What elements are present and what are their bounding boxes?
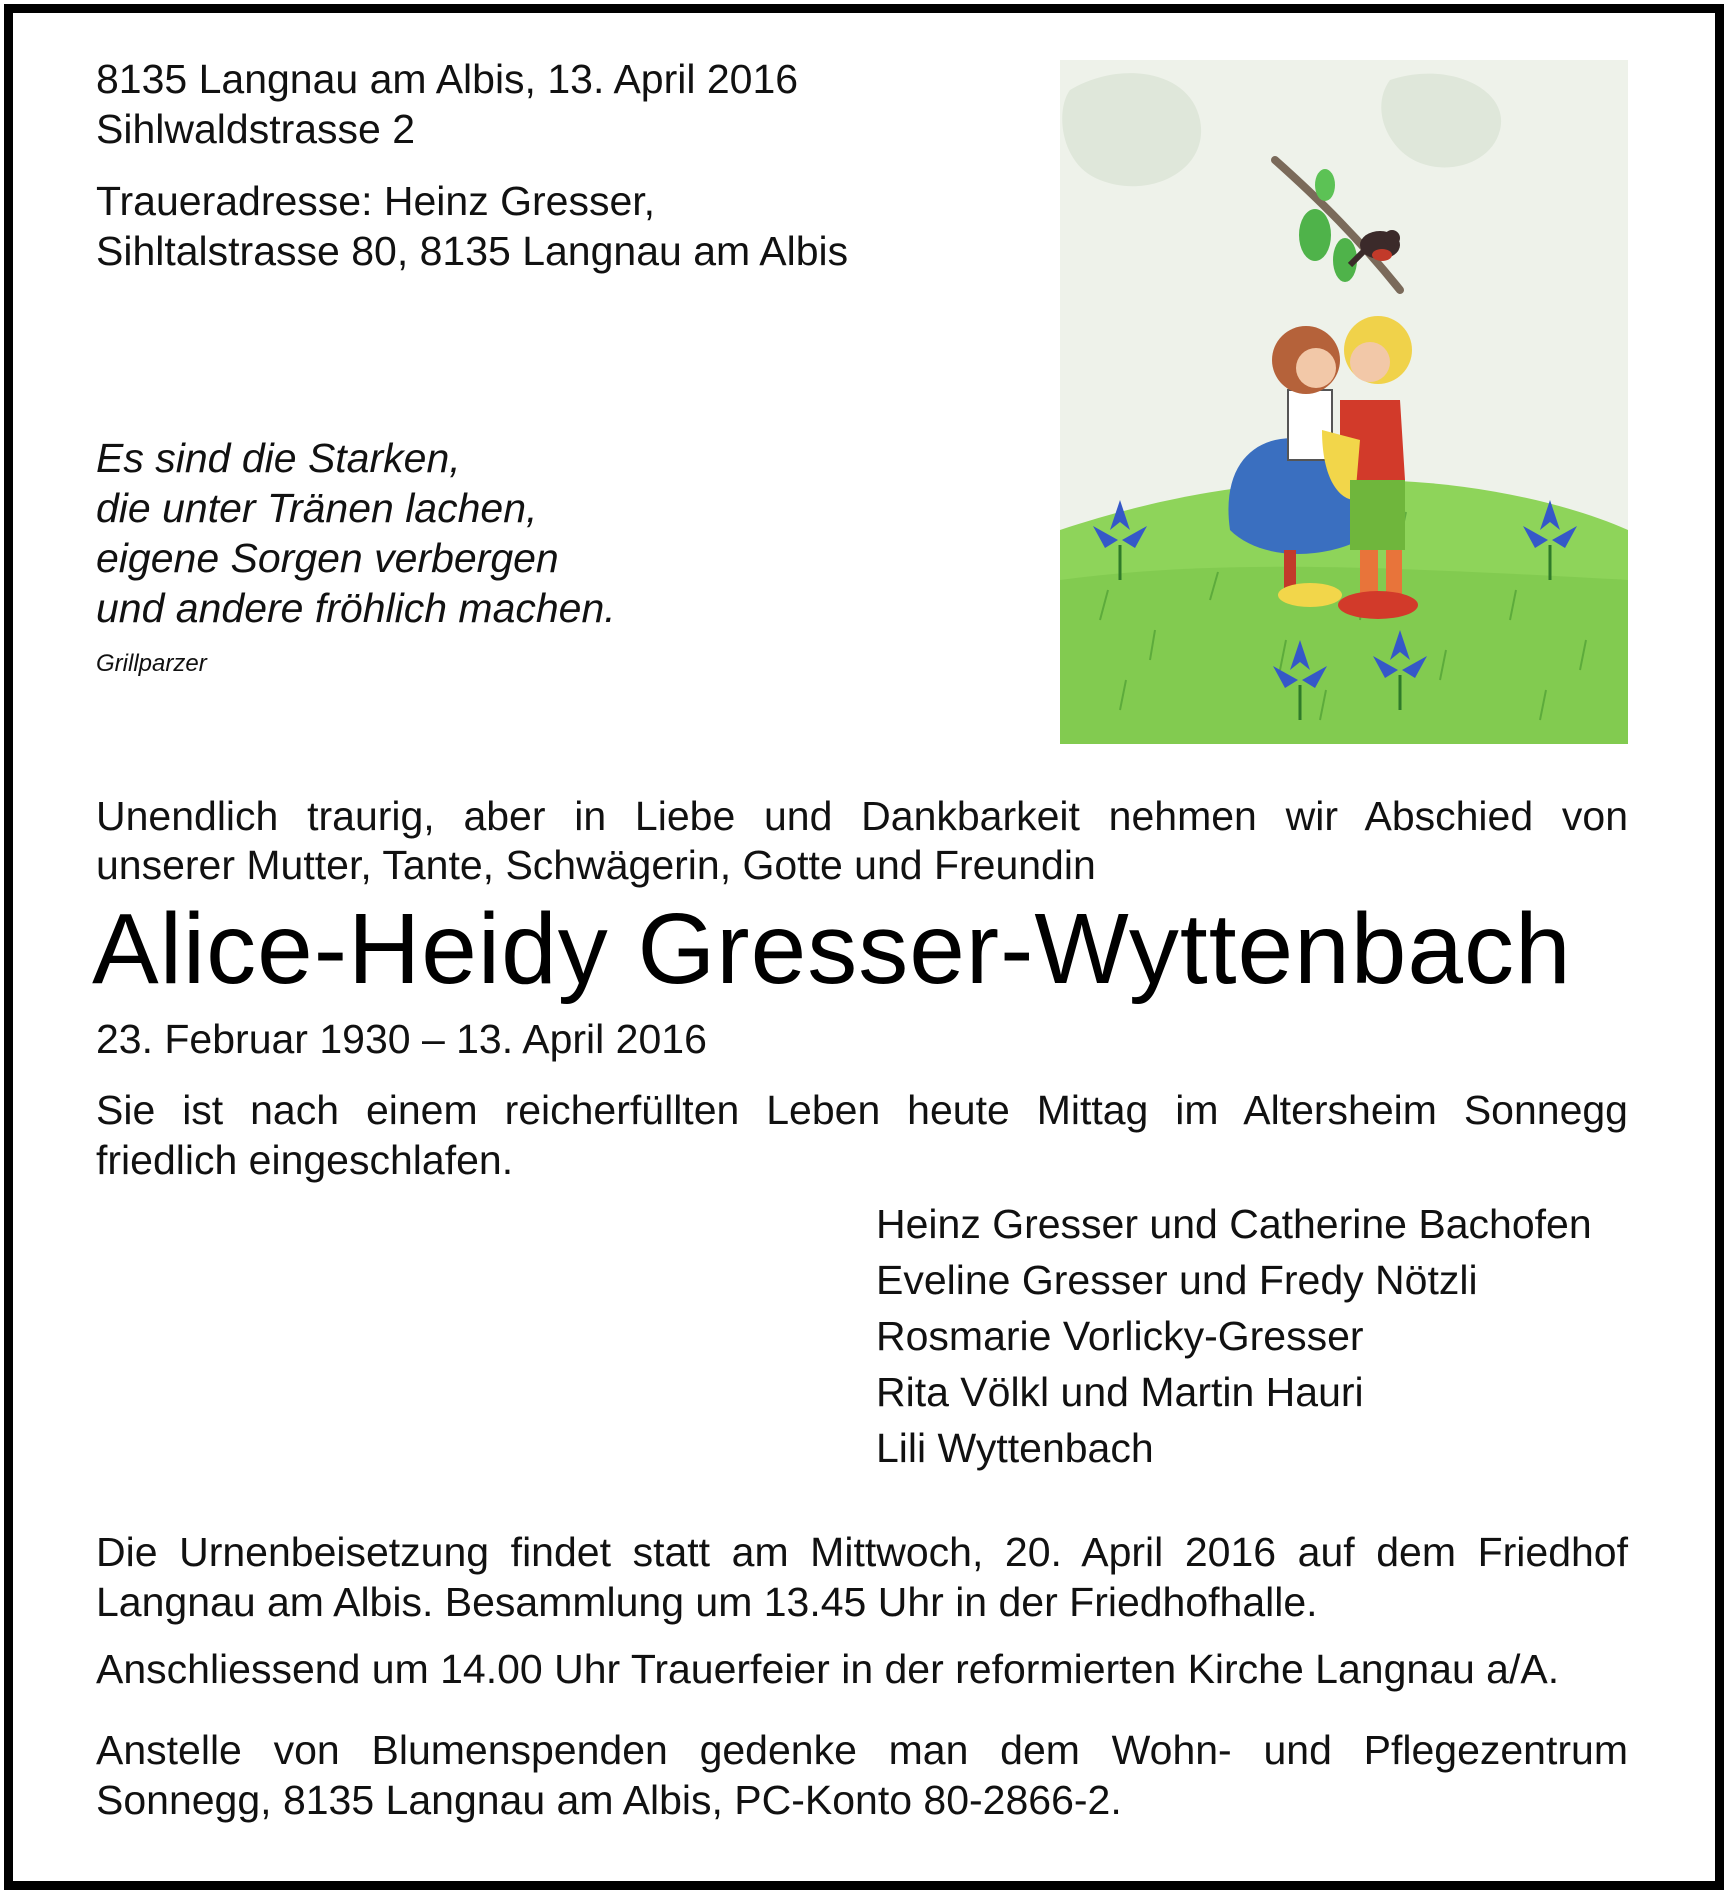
donation-line2: Sonnegg, 8135 Langnau am Albis, PC-Konto 80-2866-2. [96, 1777, 1122, 1823]
deceased-name: Alice-Heidy Gresser-Wyttenbach [92, 893, 1572, 1005]
intro-line1: Unendlich traurig, aber in Liebe und Dankbarkeit nehmen wir Abschied von [96, 793, 1628, 839]
mourning-address-line2: Sihltalstrasse 80, 8135 Langnau am Albis [96, 228, 849, 274]
poem-line: die unter Tränen lachen, [96, 485, 538, 531]
poem-author: Grillparzer [96, 650, 207, 677]
signer: Rita Völkl und Martin Hauri [876, 1369, 1364, 1415]
funeral-line3: Anschliessend um 14.00 Uhr Trauerfeier in der reformierten Kirche Langnau a/A. [96, 1646, 1560, 1692]
children-illustration [1060, 60, 1628, 744]
passing-line1: Sie ist nach einem reicherfüllten Leben heute Mittag im Altersheim Sonnegg [96, 1087, 1628, 1133]
poem-line: eigene Sorgen verbergen [96, 535, 559, 581]
poem-line: und andere fröhlich machen. [96, 585, 616, 631]
street-address: Sihlwaldstrasse 2 [96, 106, 416, 152]
donation-line1: Anstelle von Blumenspenden gedenke man dem Wohn- und Pflegezentrum [96, 1727, 1628, 1773]
signer: Heinz Gresser und Catherine Bachofen [876, 1201, 1592, 1247]
intro-line2: unserer Mutter, Tante, Schwägerin, Gotte und Freundin [96, 842, 1096, 888]
signer: Rosmarie Vorlicky-Gresser [876, 1313, 1364, 1359]
funeral-line1: Die Urnenbeisetzung findet statt am Mittwoch, 20. April 2016 auf dem Friedhof [96, 1529, 1628, 1575]
mourning-address-line1: Traueradresse: Heinz Gresser, [96, 178, 656, 224]
poem-line: Es sind die Starken, [96, 435, 461, 481]
place-date: 8135 Langnau am Albis, 13. April 2016 [96, 56, 799, 102]
life-dates: 23. Februar 1930 – 13. April 2016 [96, 1016, 707, 1062]
signers-list [876, 1196, 1592, 1476]
signer: Lili Wyttenbach [876, 1425, 1154, 1471]
passing-line2: friedlich eingeschlafen. [96, 1137, 514, 1183]
funeral-line2: Langnau am Albis. Besammlung um 13.45 Uhr in der Friedhofhalle. [96, 1579, 1318, 1625]
signer: Eveline Gresser und Fredy Nötzli [876, 1257, 1478, 1303]
